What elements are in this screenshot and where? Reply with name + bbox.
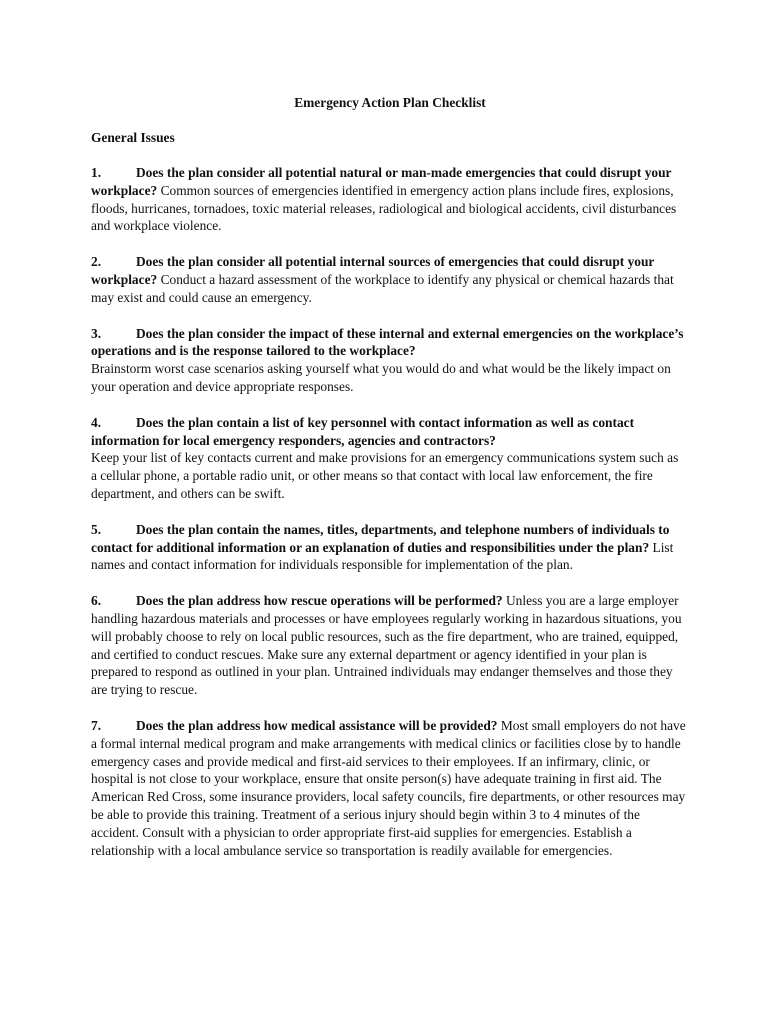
item-number: 1. — [91, 165, 102, 181]
document-title: Emergency Action Plan Checklist — [294, 95, 486, 110]
checklist-item-4 — [91, 414, 687, 503]
item-number: 7. — [91, 718, 102, 734]
item-question: Does the plan consider all potential internal sources of emergencies that could disrupt your workplace? — [91, 254, 655, 288]
checklist-item-6 — [91, 592, 687, 699]
checklist-item-2 — [91, 253, 687, 306]
item-question: Does the plan contain a list of key personnel with contact information as well as contact information for local emergency responders, agencies and contractors? — [91, 414, 635, 448]
item-answer: Keep your list of key contacts current and make provisions for an emergency communications system such as a cellular phone, a portable radio unit, or other means so that contact with local law enforcement, the fire department, and others can be swift. — [91, 450, 679, 502]
item-question: Does the plan address how rescue operations will be performed? — [136, 593, 503, 609]
item-number: 2. — [91, 254, 102, 270]
section-heading: General Issues — [91, 129, 175, 145]
item-answer: Unless you are a large employer handling hazardous materials and processes or have employees regularly working in hazardous situations, you will probably choose to rely on local public resources, such as the fire department, who are trained, equipped, and certified to conduct rescues. Make sure any external department or agency identified in your plan is prepared to respond as outlined in your plan. Untrained individuals may endanger themselves and those they are trying to rescue. — [91, 593, 682, 698]
checklist-item-1 — [91, 164, 687, 235]
checklist-item-7 — [91, 717, 687, 859]
item-answer: Brainstorm worst case scenarios asking yourself what you would do and what would be the likely impact on your operation and device appropriate responses. — [91, 361, 671, 395]
document-page — [91, 94, 687, 877]
item-question: Does the plan consider the impact of these internal and external emergencies on the workplace’s operations and is the response tailored to the workplace? — [91, 325, 684, 359]
checklist-item-5 — [91, 521, 687, 574]
item-answer: Conduct a hazard assessment of the workplace to identify any physical or chemical hazards that may exist and could cause an emergency. — [91, 272, 674, 305]
item-answer: List names and contact information for individuals responsible for implementation of the plan. — [91, 539, 674, 573]
item-question: Does the plan consider all potential natural or man-made emergencies that could disrupt your workplace? — [91, 165, 672, 198]
item-answer: Most small employers do not have a formal internal medical program and make arrangements with medical clinics or facilities close by to handle emergency cases and provide medical and first-aid services to their employees. If an infirmary, clinic, or hospital is not close to your workplace, ensure that onsite person(s) have adequate training in first aid. The American Red Cross, some insurance providers, local safety councils, fire departments, or other resources may be able to provide this training. Treatment of a serious injury should begin within 3 to 4 minutes of the accident. Consult with a physician to order appropriate first-aid supplies for emergencies. Establish a relationship with a local ambulance service so transportation is readily available for emergencies. — [91, 718, 686, 858]
checklist-item-3 — [91, 325, 687, 396]
item-answer: Common sources of emergencies identified in emergency action plans include fires, explosions, floods, hurricanes, tornadoes, toxic material releases, radiological and biological accidents, civil disturbances and workplace violence. — [91, 182, 677, 234]
item-number: 6. — [91, 593, 102, 609]
item-number: 4. — [91, 414, 102, 430]
item-number: 3. — [91, 325, 102, 341]
item-question: Does the plan address how medical assistance will be provided? — [136, 718, 498, 734]
item-number: 5. — [91, 521, 102, 537]
item-question: Does the plan contain the names, titles, departments, and telephone numbers of individuals to contact for additional information or an explanation of duties and responsibilities under the plan? — [91, 521, 670, 555]
